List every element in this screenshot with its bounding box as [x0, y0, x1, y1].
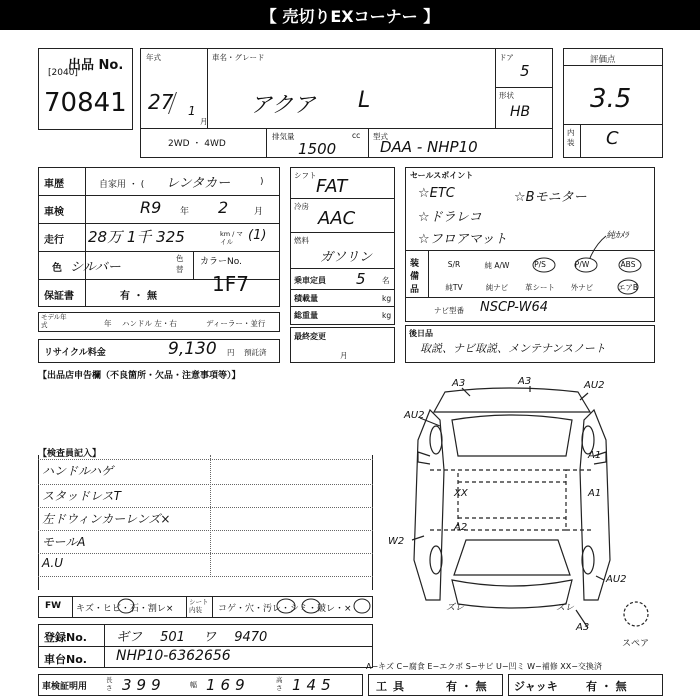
type-label: 型式	[373, 132, 388, 141]
model-name: アクア	[250, 93, 316, 118]
displacement-label: 排気量	[272, 132, 295, 141]
year-value: 27	[148, 90, 174, 114]
history-label: 車歴	[44, 179, 64, 190]
inspection-month-label: 月	[254, 207, 264, 217]
interior-label: 内装	[567, 128, 575, 147]
equip-r1-4: P/W	[574, 260, 590, 269]
inspection-year-label: 年	[180, 207, 190, 217]
sales-item-3: ☆ドラレコ	[418, 210, 482, 225]
fw-label: FW	[45, 601, 62, 611]
capacity-unit: 名	[382, 276, 390, 285]
gross-label: 総重量	[294, 311, 318, 320]
warranty-options: 有 ・ 無	[120, 291, 157, 302]
diag-mark-4: AU2	[404, 410, 425, 421]
equip-r1-3: P/S	[534, 260, 546, 269]
displacement-value: 1500	[298, 140, 337, 158]
seat-items: コゲ・穴・汚レ・シミ・破レ・×	[218, 604, 352, 614]
fuel-label: 燃料	[294, 236, 309, 245]
equipment-note: 純ｶﾒﾗ	[606, 231, 629, 241]
shift-value: FAT	[316, 176, 348, 197]
diag-mark-8: XX	[454, 488, 468, 499]
diag-mark-12: ズレ	[446, 603, 465, 613]
inspector-label: 【検査員記入】	[38, 449, 102, 459]
navi-label: ナビ型番	[434, 306, 464, 315]
inspector-line-5: A.U	[42, 556, 64, 570]
load-label: 積載量	[294, 294, 318, 303]
model-label: 車名・グレード	[212, 53, 265, 62]
equip-r2-3: 革シート	[525, 283, 555, 292]
tools-options: 有 ・ 無	[446, 680, 487, 693]
equip-r2-5: エアB	[617, 283, 639, 292]
score-title: 評価点	[590, 55, 616, 65]
diag-mark-13: ズレ	[556, 603, 575, 613]
mileage-label: 走行	[44, 235, 64, 246]
seller-notes-label: 【出品店申告欄（不良箇所・欠品・注意事項等）】	[38, 371, 241, 381]
color-no-value: 1F7	[212, 272, 249, 296]
inspector-line-4: モールA	[42, 535, 86, 549]
lot-number: 70841	[44, 88, 127, 118]
inspection-value: R9	[140, 198, 162, 217]
lot-stamp: [2040]	[48, 68, 78, 78]
sales-item-4: ☆フロアマット	[418, 232, 508, 247]
history-value: レンタカー	[166, 176, 231, 191]
sales-item-2: ☆Bモニター	[514, 190, 587, 205]
model-year-label: モデル年式	[41, 313, 67, 329]
interior-value: C	[606, 128, 619, 149]
fw-items: キズ・ヒビ・石・割レ×	[76, 604, 174, 614]
diag-mark-1: A3	[452, 378, 466, 389]
equip-r2-4: 外ナビ	[570, 283, 594, 292]
displacement-unit: cc	[352, 131, 361, 140]
inspection-label: 車検	[44, 207, 64, 218]
cert-label: 車検証明用	[42, 682, 88, 692]
recycle-unit: 円	[227, 348, 235, 357]
fuel-value: ガソリン	[320, 250, 373, 265]
diag-mark-7: A2	[454, 522, 468, 533]
diag-mark-9: W2	[388, 536, 405, 547]
year-label: 年式	[146, 53, 161, 62]
page-title: 【 売切りEXコーナー 】	[260, 7, 440, 26]
registration-value: ギフ 501 ワ 9470	[116, 630, 268, 645]
aircon-value: AAC	[318, 208, 356, 229]
color-no-label: カラーNo.	[200, 257, 242, 267]
inspector-line-3: 左ドウィンカーレンズ×	[42, 512, 171, 526]
rear-report-label: 後日品	[409, 329, 433, 338]
damage-legend: A−キズ C−腐食 E−エクボ S−サビ U−凹ミ W−補修 XX−交換済	[366, 662, 602, 671]
rear-report-value: 取説、ナビ取説、メンテナンスノート	[420, 342, 606, 355]
year-month: 1	[188, 104, 196, 118]
model-year-dealer: ディーラー・並行	[206, 319, 266, 328]
mileage-note: (1)	[248, 228, 267, 243]
history-options: 自家用 ・ (	[99, 180, 145, 190]
cert-length-label: 長さ	[106, 676, 113, 692]
gross-unit: kg	[382, 311, 392, 320]
equip-r1-2: 純 A/W	[484, 261, 510, 270]
history-close: )	[260, 177, 264, 187]
color-repaint-label: 色替	[176, 254, 184, 274]
chassis-label: 車台No.	[44, 653, 87, 666]
capacity-value: 5	[356, 270, 366, 288]
cert-length: 399	[122, 676, 166, 694]
model-year-handle: ハンドル 左・右	[122, 319, 177, 328]
warranty-label: 保証書	[44, 291, 74, 302]
equip-r2-2: 純ナビ	[485, 283, 509, 292]
jack-label: ジャッキ	[514, 680, 558, 693]
model-year-year: 年	[104, 319, 112, 328]
diag-mark-10: AU2	[606, 574, 627, 585]
drive-text: 2WD ・ 4WD	[168, 139, 226, 149]
doors-value: 5	[520, 62, 530, 80]
doors-label: ドア	[499, 53, 514, 62]
equip-r2-1: 純TV	[445, 283, 463, 292]
shape-label: 形状	[499, 91, 514, 100]
inspection-month: 2	[218, 198, 229, 217]
load-unit: kg	[382, 294, 392, 303]
jack-options: 有 ・ 無	[586, 680, 627, 693]
diag-mark-5: A1	[588, 450, 602, 461]
recycle-note: 預託済	[244, 348, 267, 357]
diag-mark-11: A3	[576, 622, 590, 633]
type-value: DAA - NHP10	[380, 138, 478, 156]
score-value: 3.5	[590, 84, 632, 114]
shape-value: HB	[510, 104, 531, 120]
mileage-unit: km / マイル	[220, 230, 243, 246]
lot-label: 出品 No.	[68, 58, 124, 73]
recycle-value: 9,130	[168, 339, 217, 359]
cert-height-label: 高さ	[276, 676, 283, 692]
diag-mark-6: A1	[588, 488, 602, 499]
recycle-label: リサイクル料金	[44, 348, 106, 358]
inspector-line-2: スタッドレスT	[42, 489, 121, 503]
cert-width: 169	[206, 676, 250, 694]
equip-r1-5: ABS	[620, 260, 636, 269]
last-change-label: 最終変更	[294, 332, 326, 341]
chassis-value: NHP10-6362656	[116, 648, 231, 664]
capacity-label: 乗車定員	[294, 276, 326, 285]
tools-label: 工具	[376, 680, 410, 693]
mileage-value: 28万 1千 325	[88, 228, 185, 246]
diag-mark-3: AU2	[584, 380, 605, 391]
sales-label: セールスポイント	[410, 171, 474, 180]
equipment-label: 装備品	[410, 259, 420, 295]
year-month-label: 月	[200, 117, 208, 126]
equip-r1-1: S/R	[447, 260, 461, 269]
seat-label: シート内装	[189, 598, 209, 614]
diag-mark-2: A3	[518, 376, 532, 387]
shift-label: シフト	[294, 171, 317, 180]
model-grade: L	[358, 88, 371, 113]
spare-label: スペア	[622, 639, 650, 649]
last-change-month: 月	[340, 351, 348, 360]
cert-width-label: 幅	[190, 681, 197, 689]
navi-value: NSCP-W64	[480, 300, 549, 315]
inspector-line-1: ハンドルハゲ	[42, 464, 114, 478]
registration-label: 登録No.	[44, 631, 87, 644]
color-value: シルバー	[70, 260, 121, 275]
aircon-label: 冷房	[294, 202, 309, 211]
cert-height: 145	[292, 676, 336, 694]
color-label: 色	[52, 263, 62, 274]
sales-item-1: ☆ETC	[418, 186, 455, 201]
